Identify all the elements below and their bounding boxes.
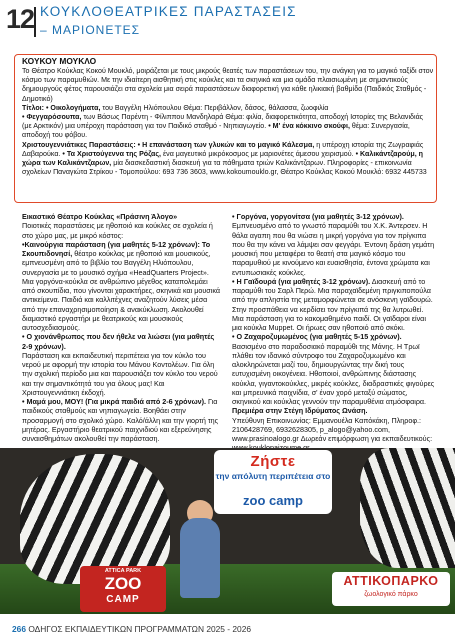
listing-kokou-mouklo — [22, 56, 434, 177]
title-1-text: του Βαγγέλη Ηλιόπουλου Θέμα: Περιβάλλον, δάσος, θάλασσα, ζωοφιλία — [100, 103, 329, 112]
badge-top-text: ATTICA PARK — [104, 568, 142, 574]
title-1-label: Τίτλοι: • Οικολογήματα, — [22, 103, 101, 112]
ad-headline: Ζήστε — [250, 453, 296, 470]
col1-para-4: Για παιδικούς σταθμούς και νηπιαγωγεία. Βοηθάει στην προσαρμογή στο σχολικό χώρο. Καλό/άλλη και την γιορτή της μητέρας. Εργαστήριο θεατρικού παιχνιδιού και εξερεύνησης συναισθημάτων ακολουθεί την παράσταση. — [22, 397, 219, 443]
listing-contact: Πληροφορίες - επικοινωνία σχολείων Παναγιώτα Στρίκου - Τομοπούλου: 693 736 3603, www.kokoumouklo.gr, Θέατρο Κούκλας Κοκού Μουκλό: 6932 445733 — [22, 159, 427, 177]
logo-text: ΑΤΤΙΚΟΠΑΡΚΟ — [343, 574, 439, 588]
title-6-label: • Καλικάντζαρούμ, η χώρα των Καλικάντζαρων, — [22, 149, 423, 168]
title-2-label: • Φεγγαρόσουπα, — [22, 113, 82, 122]
section-subtitle: – ΜΑΡΙΟΝΕΤΕΣ — [40, 23, 141, 37]
col2-show-1: • Γοργόνα, γοργονίτσα (για μαθητές 3-12 χρόνων). — [232, 212, 404, 221]
col1-show-3: • Μαμά μου, ΜΟΥ! (Για μικρά παιδιά από 2-6 χρόνων). — [22, 397, 207, 406]
badge-main-text: ZOO — [104, 574, 142, 593]
section-title: ΚΟΥΚΛΟΘΕΑΤΡΙΚΕΣ ΠΑΡΑΣΤΑΣΕΙΣ — [40, 4, 297, 19]
zebra-image — [20, 454, 170, 584]
page-header — [0, 0, 455, 44]
badge-bottom-text: CAMP — [106, 594, 140, 605]
title-5-text: ένα μαγευτικό μικρόκοσμος με μαριονέτες άμεσου χειρισμού. — [161, 149, 354, 158]
col2-show-2: • Η Γαϊδουρά (για μαθητές 3-12 χρόνων). — [232, 276, 371, 286]
ad-zoo-camp: zoo camp — [243, 493, 303, 508]
col2-contact: Υπεύθυνη Επικοινωνίας: Εμμανουέλα Καπόκάκη, Πληροφ.: 2106428769, 6932628305, p_alogo@yahoo.com, www.prasinoalogo.gr Δωρεάν επιμόρφωση για εκπαιδευτικούς: — [232, 415, 433, 443]
listing-prasino-alogo-col1 — [22, 212, 222, 443]
logo-subtext: ζωολογικό πάρκο — [364, 591, 418, 598]
page-number: 12 — [6, 4, 35, 34]
listing-intro: Το Θέατρο Κούκλας Κοκού Μουκλό, μοιράζεται με τους μικρούς θεατές των παραστάσεων του, την ανάγκη για το μαγικό ταξίδι στον κόσμο των παραμυθιών. Με την ιδιαίτερη αισθητική στις κούκλες και τα σκηνικά και μια ομάδα πλαισιωμένη με σημαντικούς δημιουργούς φέτος παρουσιάζει στα σχολεία μια σειρά παραστάσεων διαφορετική για κάθε ηλικιακή βαθμίδα (Παιδικός Σταθμός - Δημοτικό) — [22, 67, 434, 103]
col2-para-2: Διασκευή από το παραμύθι του Σαρλ Περώ. Μια παραχαϊδεμένη πριγκιποπούλα από την απληστία της μεταμορφώνεται σε ανόσκενη γαϊδουρώ. Στην προσπάθεια να κερδίσει τον πρίγκιπά της θα λυτρωθεί. Μια παράσταση για το κακομαθημένο παιδί. Οι γαϊδαροι είναι μια κούκλα Muppet. Οι ήρωες σαν ηθοποιό από σκόκι. — [232, 276, 433, 332]
col1-show-2: • Ο χιονάνθρωπος που δεν ήθελε να λιώσει (για μαθητές 2-9 χρόνων). — [22, 332, 215, 351]
col1-heading: Εικαστικό Θέατρο Κούκλας «Πράσινη Άλογο» — [22, 212, 178, 221]
child-figure — [180, 518, 220, 598]
header-divider — [34, 7, 36, 37]
listing-prasino-alogo-col2 — [232, 212, 437, 453]
col2-para-3: Βασισμένο στο παραδοσιακό παραμύθι της Μάνης. Η Τρωϊ πλάθει τον ιδανικό σύντροφο του Ζαχαροζυμωμένο και αλοκληρώνεται μαζί του, δημιουργώντας την δική τους ευτυχισμένη οικογένεια. Ηθοποιοί, ανθρώπινης διάστασης κούκλα, γιγαντοκούκλες, μικρές κούκλες, διαδραστικές φιγούρες και μπρευνικά παιχνίδια, σ' έναν χορό μεταξύ σώματος, σκηνικού και κούκλας γεννούν την παραμυθένια ατμόσφαιρα. — [232, 341, 435, 406]
zebra-image-right — [360, 448, 455, 568]
title-6-text: μία διασκεδαστική διασκευή για τα πάθηματα τριών Καλικάντζαρων. — [111, 159, 326, 168]
title-2-text: των Βάσως Παρέντη - Φίλιππου Μανδηλαρά Θέμα: φιλία, διαφορετικότητα, αποδοχή Ιστορίες της Βελανιδιάς (με Αρκτικόν) μια υπέροχη παράσταση για τον Παιδικό σταθμό - Νηπιαγωγείο. — [22, 113, 424, 131]
col2-show-3: • Ο Ζαχαροζυμωμένος (για μαθητές 5-15 χρόνων). — [232, 332, 402, 342]
title-4-label: Χριστουγεννιάτικες Παραστάσεις: • Η επανάσταση των γλυκών και το μαγικό Κάλεσμα, — [22, 140, 315, 149]
footer-text: ΟΔΗΓΟΣ ΕΚΠΑΙΔΕΥΤΙΚΩΝ ΠΡΟΓΡΑΜΜΑΤΩΝ 2025 - 2026 — [28, 624, 252, 634]
attikopark-advert — [0, 448, 455, 614]
col2-para-1: Εμπνευσμένο από το γνωστό παραμύθι του Χ.Κ. Άντερσεν. Η θάλα αγαπη που θα νιώσει η μικρή γοργόνα για τον πρίγκιπα που θα την κάνει να λάμψει σαν φεγγάρι. Έντονη δράση γεμάτη μουσική που μεταφέρει το θεατή στα μαγικό κόσμο του παραμυθιού με κινούμενο και ευαισθησία, έντονα χρώματα και εντυπωσιακές κούκλες. — [232, 221, 435, 277]
col1-show-1: •Καινούργια παράσταση (για μαθητές 5-12 χρόνων): Το Σκουπιδονησί, — [22, 239, 211, 258]
title-3-text: θέμα: Συνεργασία, αποδοχή του φόβου. — [22, 122, 410, 140]
footer-page-number: 266 — [12, 624, 26, 634]
title-3-label: • Μ' ένα κόκκινο σκούφι, — [268, 122, 350, 131]
col2-premiere: Πρεμιέρα στην Στέγη Ιδρύματος Ωνάση. — [232, 406, 368, 416]
listing-heading: ΚΟΥΚΟΥ ΜΟΥΚΛΟ — [22, 56, 97, 66]
title-5-label: • Τα Χριστούγεννα της Ρόζας, — [62, 149, 162, 158]
page-footer — [12, 624, 251, 634]
col1-para-2: θέατρο κούκλας με ηθοποιό και μουσικούς, εμπνευσμένη από το βιβλίο του Βαγγέλη Ηλιόπουλου, συνεργασία με το μουσικό σχήμα «HeadQuarters Project». Μια γοργόνα-κούκλα σε ανθρώπινο μέγεθος καταπολεμάει από σκουπίδια, που γίνονται χαρακτήρες, σκηνικά και μουσικά αντικείμενα. Παιδιά και καλλιτέχνες αναζητούν λύσεις μέσα από την επαναχρησιμοποίηση & ανακύκλωση. Ακολουθεί διαμαστικό εργαστήρι με θεατρικούς και μουσικούς αυτοσχεδιασμούς. — [22, 249, 220, 332]
col1-para-3: Παράσταση και εκπαιδευτική περιπέτεια για τον κύκλο του νερού με αφορμή την ιστορία του Μάνου Κοντολέων. Για όλη την σχολική περίοδο μια και παρουσιάζει τον κύκλο του νερού και την σημαντικότητά του για όλους μας! Και Χριστουγεννιάτικη έκδοχή. — [22, 350, 218, 397]
title-4-text: η υπέροχη ιστορία της Ζωγραφιάς Δαβαρούκα. — [22, 140, 424, 158]
ad-tagline: την απόλυτη περιπέτεια στο — [215, 471, 331, 481]
col1-para-1: Ποιοτικές παραστάσεις με ηθοποιό και κούκλες σε σχολεία ή στο χώρο μας, με μικρό κόστος: — [22, 221, 213, 240]
